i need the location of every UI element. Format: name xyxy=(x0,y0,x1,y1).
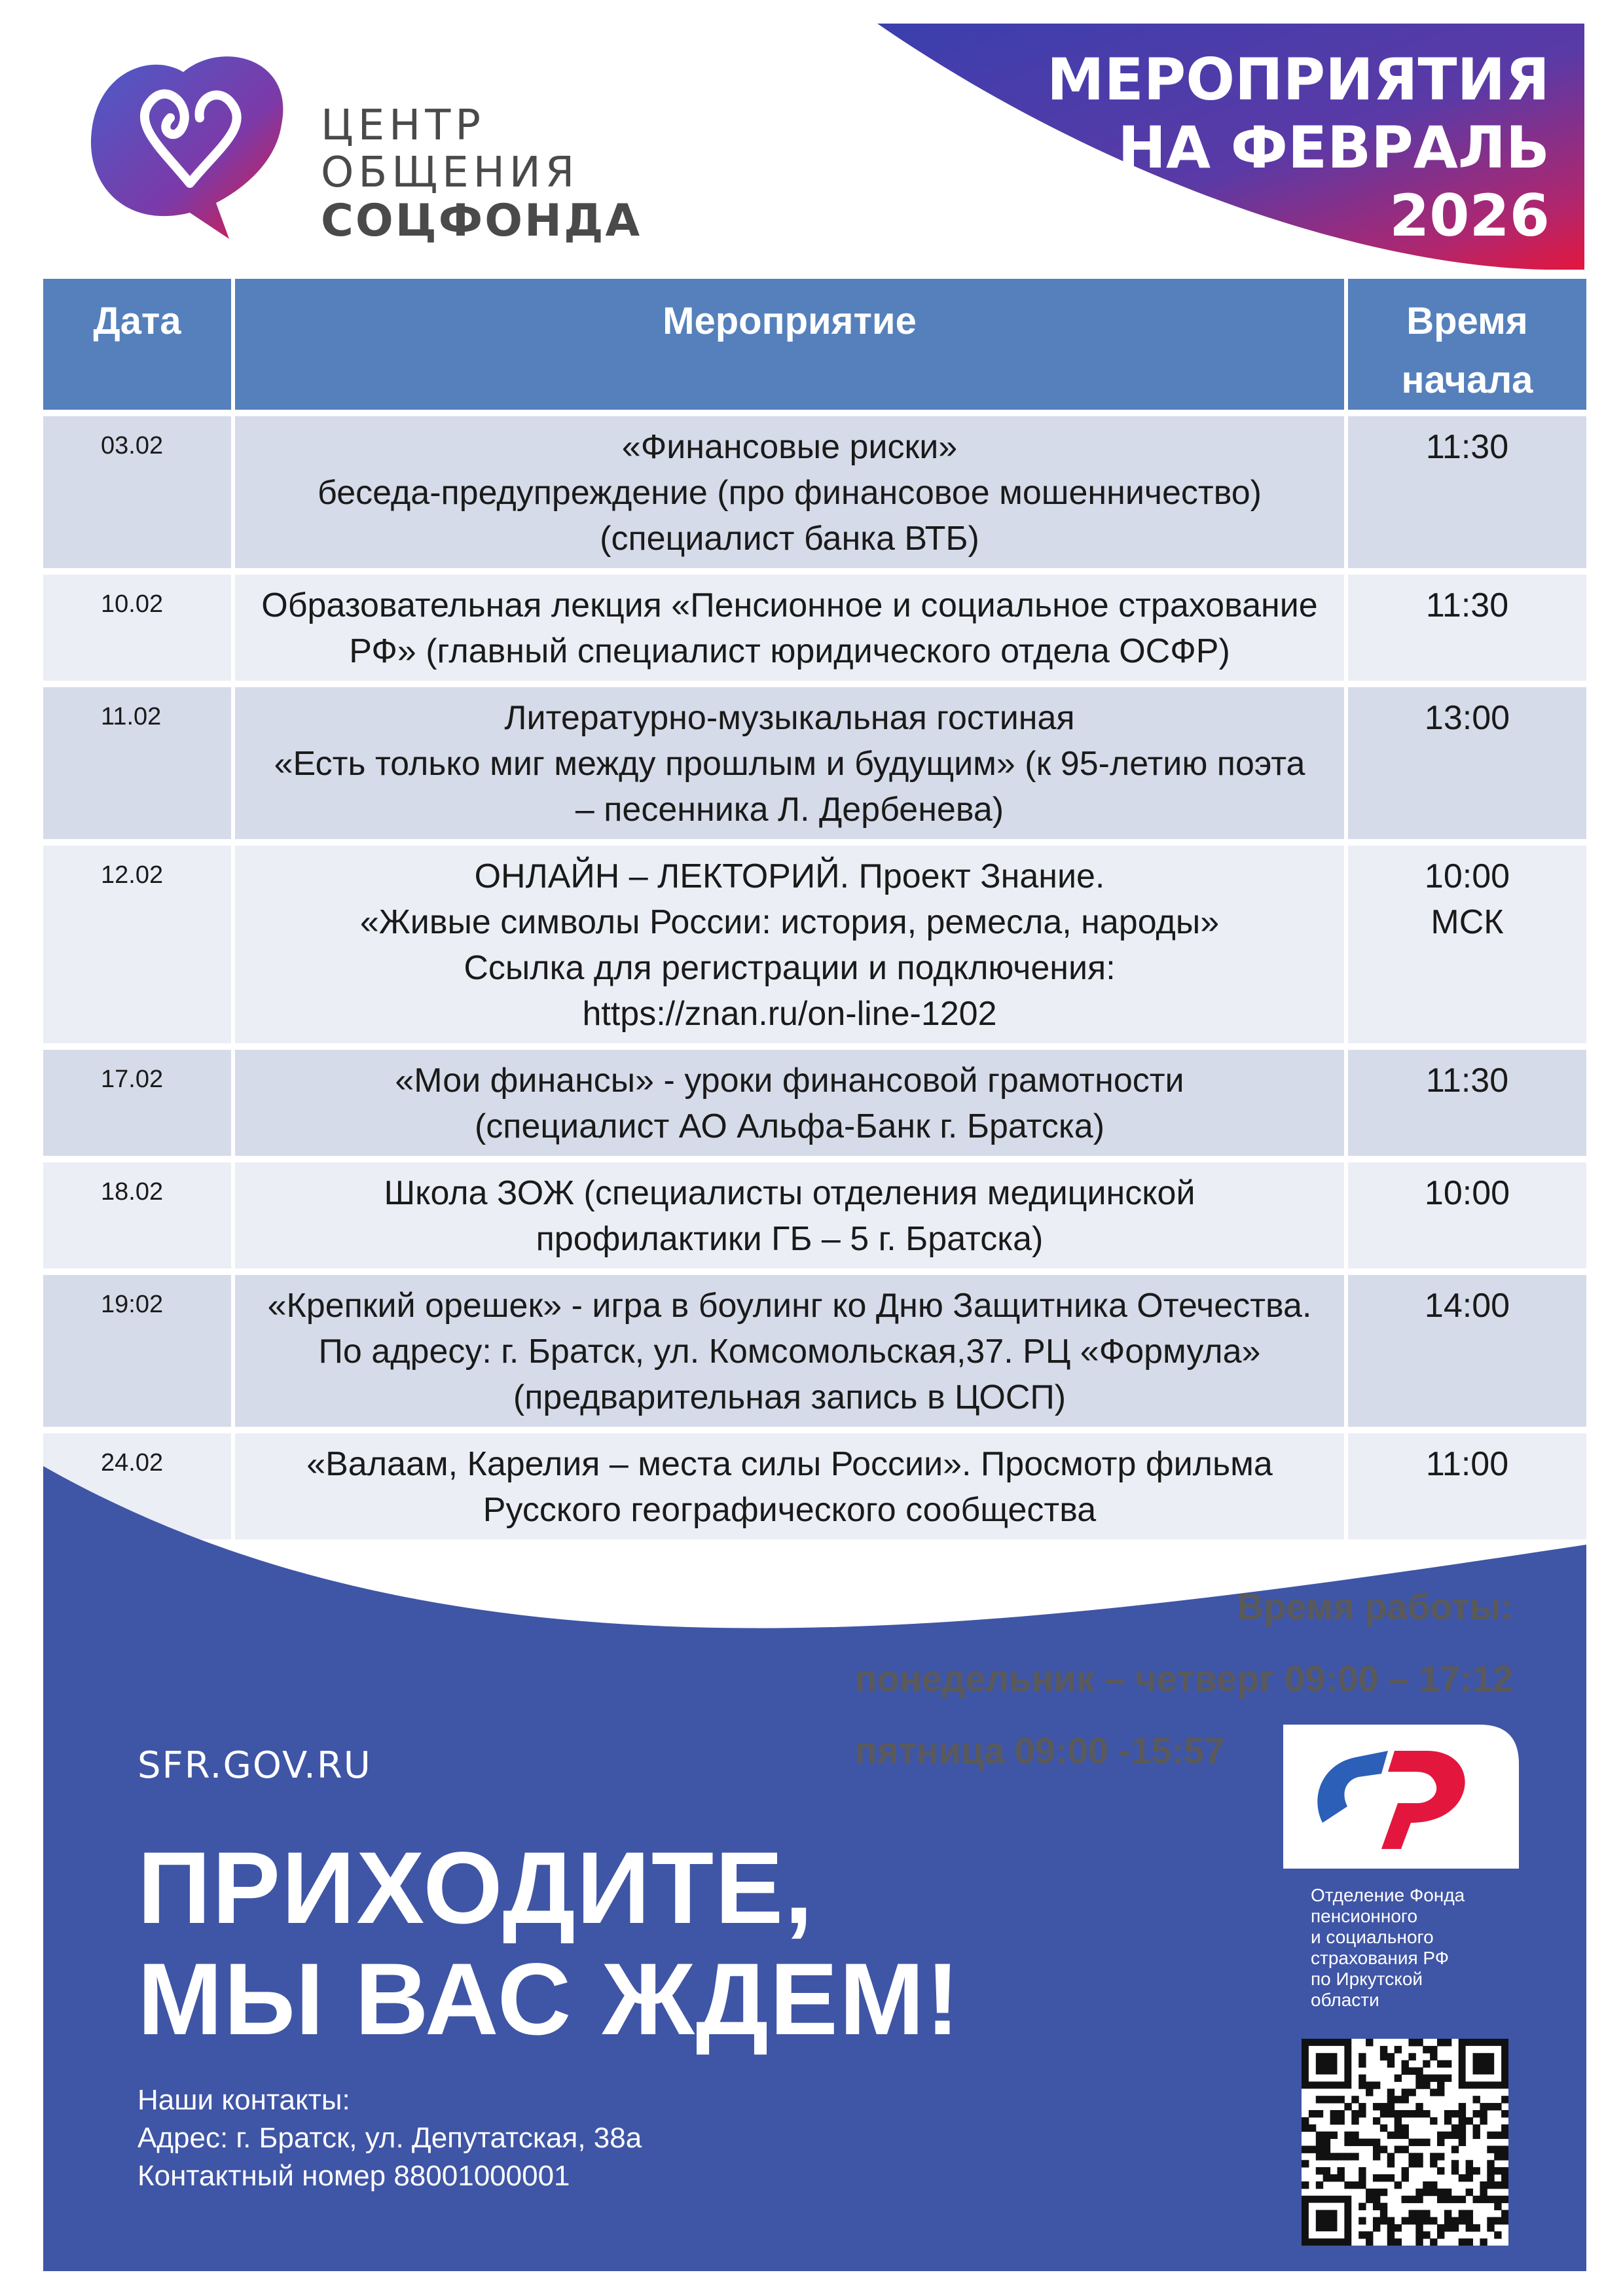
event-time xyxy=(1346,571,1586,684)
header-time xyxy=(1346,279,1586,413)
event-line: https://znan.ru/on-line-1202 xyxy=(582,995,997,1033)
event-time-line: 10:00 xyxy=(1424,857,1510,895)
brand-line-1: ЦЕНТР xyxy=(321,101,485,150)
event-line: Литературно-музыкальная гостиная xyxy=(504,699,1075,737)
sfr-line-1: Отделение Фонда xyxy=(1311,1885,1465,1905)
hours-friday: пятница 09:00 -15:57 xyxy=(854,1730,1225,1771)
event-time-line: 11:30 xyxy=(1425,428,1509,466)
event-date: 18.02 xyxy=(43,1159,233,1272)
brand-wordmark xyxy=(321,101,642,247)
sfr-caption xyxy=(1311,1885,1465,2011)
title-line-3: 2026 xyxy=(1389,182,1550,249)
contacts-address: Адрес: г. Братск, ул. Депутатская, 38а xyxy=(137,2122,642,2154)
title-line-2: НА ФЕВРАЛЬ xyxy=(1118,114,1550,181)
event-line: По адресу: г. Братск, ул. Комсомольская,37. РЦ «Формула» xyxy=(318,1333,1261,1371)
event-time-line: МСК xyxy=(1431,903,1504,941)
event-line: «Валаам, Карелия – места силы России». Просмотр фильма xyxy=(306,1445,1273,1483)
event-description xyxy=(233,684,1346,842)
header-date: Дата xyxy=(43,279,233,413)
event-line: (специалист банка ВТБ) xyxy=(600,520,979,558)
event-time-line: 13:00 xyxy=(1424,699,1510,737)
event-line: Русского географического сообщества xyxy=(483,1491,1097,1529)
heart-logo-icon xyxy=(85,46,295,242)
hours-title: Время работы: xyxy=(1237,1586,1513,1627)
header-event: Мероприятие xyxy=(233,279,1346,413)
page-title xyxy=(1047,46,1550,250)
event-line: «Крепкий орешек» - игра в боулинг ко Дню Защитника Отечества. xyxy=(267,1287,1312,1325)
brand-line-3: СОЦФОНДА xyxy=(321,195,642,247)
event-time-line: 11:30 xyxy=(1425,586,1509,624)
event-line: Школа ЗОЖ (специалисты отделения медицинской xyxy=(384,1174,1195,1212)
table-header-row xyxy=(43,279,1586,413)
event-time-line: 14:00 xyxy=(1424,1287,1510,1325)
event-line: – песенника Л. Дербенева) xyxy=(575,791,1004,829)
event-line: «Живые символы России: история, ремесла, народы» xyxy=(359,903,1220,941)
event-time-line: 11:00 xyxy=(1425,1445,1509,1483)
table-row xyxy=(43,842,1586,1047)
event-line: «Финансовые риски» xyxy=(621,428,958,466)
event-time xyxy=(1346,413,1586,571)
event-line: «Есть только миг между прошлым и будущим» (к 95-летию поэта xyxy=(274,745,1305,783)
event-description xyxy=(233,413,1346,571)
event-time xyxy=(1346,842,1586,1047)
event-date: 03.02 xyxy=(43,413,233,571)
brand-line-2: ОБЩЕНИЯ xyxy=(321,149,579,197)
slogan-line-1: ПРИХОДИТЕ, xyxy=(137,1831,814,1945)
table-row xyxy=(43,413,1586,571)
slogan xyxy=(137,1833,961,2055)
hours-weekdays: понедельник – четверг 09:00 – 17:12 xyxy=(854,1658,1513,1699)
contacts-phone: Контактный номер 88001000001 xyxy=(137,2160,570,2192)
events-body xyxy=(43,413,1586,1539)
event-time-line: 10:00 xyxy=(1424,1174,1510,1212)
event-time xyxy=(1346,1047,1586,1159)
sfr-line-5: по Иркутской xyxy=(1311,1969,1423,1989)
table-row xyxy=(43,1159,1586,1272)
event-description xyxy=(233,571,1346,684)
header-time-line-2: начала xyxy=(1401,359,1533,401)
sfr-line-4: страхования РФ xyxy=(1311,1948,1450,1968)
sfr-line-6: области xyxy=(1311,1990,1379,2010)
event-line: Образовательная лекция «Пенсионное и социальное страхование xyxy=(261,586,1318,624)
contacts-block xyxy=(137,2081,642,2195)
sfr-line-2: пенсионного xyxy=(1311,1906,1418,1926)
event-line: (предварительная запись в ЦОСП) xyxy=(513,1378,1067,1416)
event-description xyxy=(233,1159,1346,1272)
slogan-line-2: МЫ ВАС ЖДЕМ! xyxy=(137,1943,961,2056)
event-time xyxy=(1346,684,1586,842)
event-date: 19:02 xyxy=(43,1272,233,1430)
website-link[interactable]: SFR.GOV.RU xyxy=(137,1744,372,1787)
event-time-line: 11:30 xyxy=(1425,1062,1509,1100)
sfr-logo-icon xyxy=(1283,1725,1519,1869)
qr-code-icon[interactable] xyxy=(1302,2039,1508,2246)
table-row xyxy=(43,571,1586,684)
event-line: ОНЛАЙН – ЛЕКТОРИЙ. Проект Знание. xyxy=(474,857,1105,895)
event-line: (специалист АО Альфа-Банк г. Братска) xyxy=(474,1107,1105,1145)
event-line: «Мои финансы» - уроки финансовой грамотности xyxy=(395,1062,1184,1100)
event-line: профилактики ГБ – 5 г. Братска) xyxy=(536,1220,1044,1258)
title-line-1: МЕРОПРИЯТИЯ xyxy=(1047,46,1550,113)
header-time-line-1: Время xyxy=(1406,300,1528,342)
event-description xyxy=(233,842,1346,1047)
event-date: 17.02 xyxy=(43,1047,233,1159)
events-table xyxy=(43,279,1586,1539)
event-time xyxy=(1346,1272,1586,1430)
event-date: 12.02 xyxy=(43,842,233,1047)
event-line: беседа-предупреждение (про финансовое мошенничество) xyxy=(318,474,1262,512)
event-line: РФ» (главный специалист юридического отдела ОСФР) xyxy=(349,632,1230,670)
table-row xyxy=(43,684,1586,842)
table-row xyxy=(43,1047,1586,1159)
table-row xyxy=(43,1272,1586,1430)
contacts-title: Наши контакты: xyxy=(137,2084,350,2116)
event-time xyxy=(1346,1159,1586,1272)
event-date: 24.02 xyxy=(43,1430,233,1539)
event-line: Ссылка для регистрации и подключения: xyxy=(464,949,1116,987)
sfr-line-3: и социального xyxy=(1311,1927,1434,1947)
event-description xyxy=(233,1272,1346,1430)
event-date: 11.02 xyxy=(43,684,233,842)
event-description xyxy=(233,1047,1346,1159)
event-date: 10.02 xyxy=(43,571,233,684)
